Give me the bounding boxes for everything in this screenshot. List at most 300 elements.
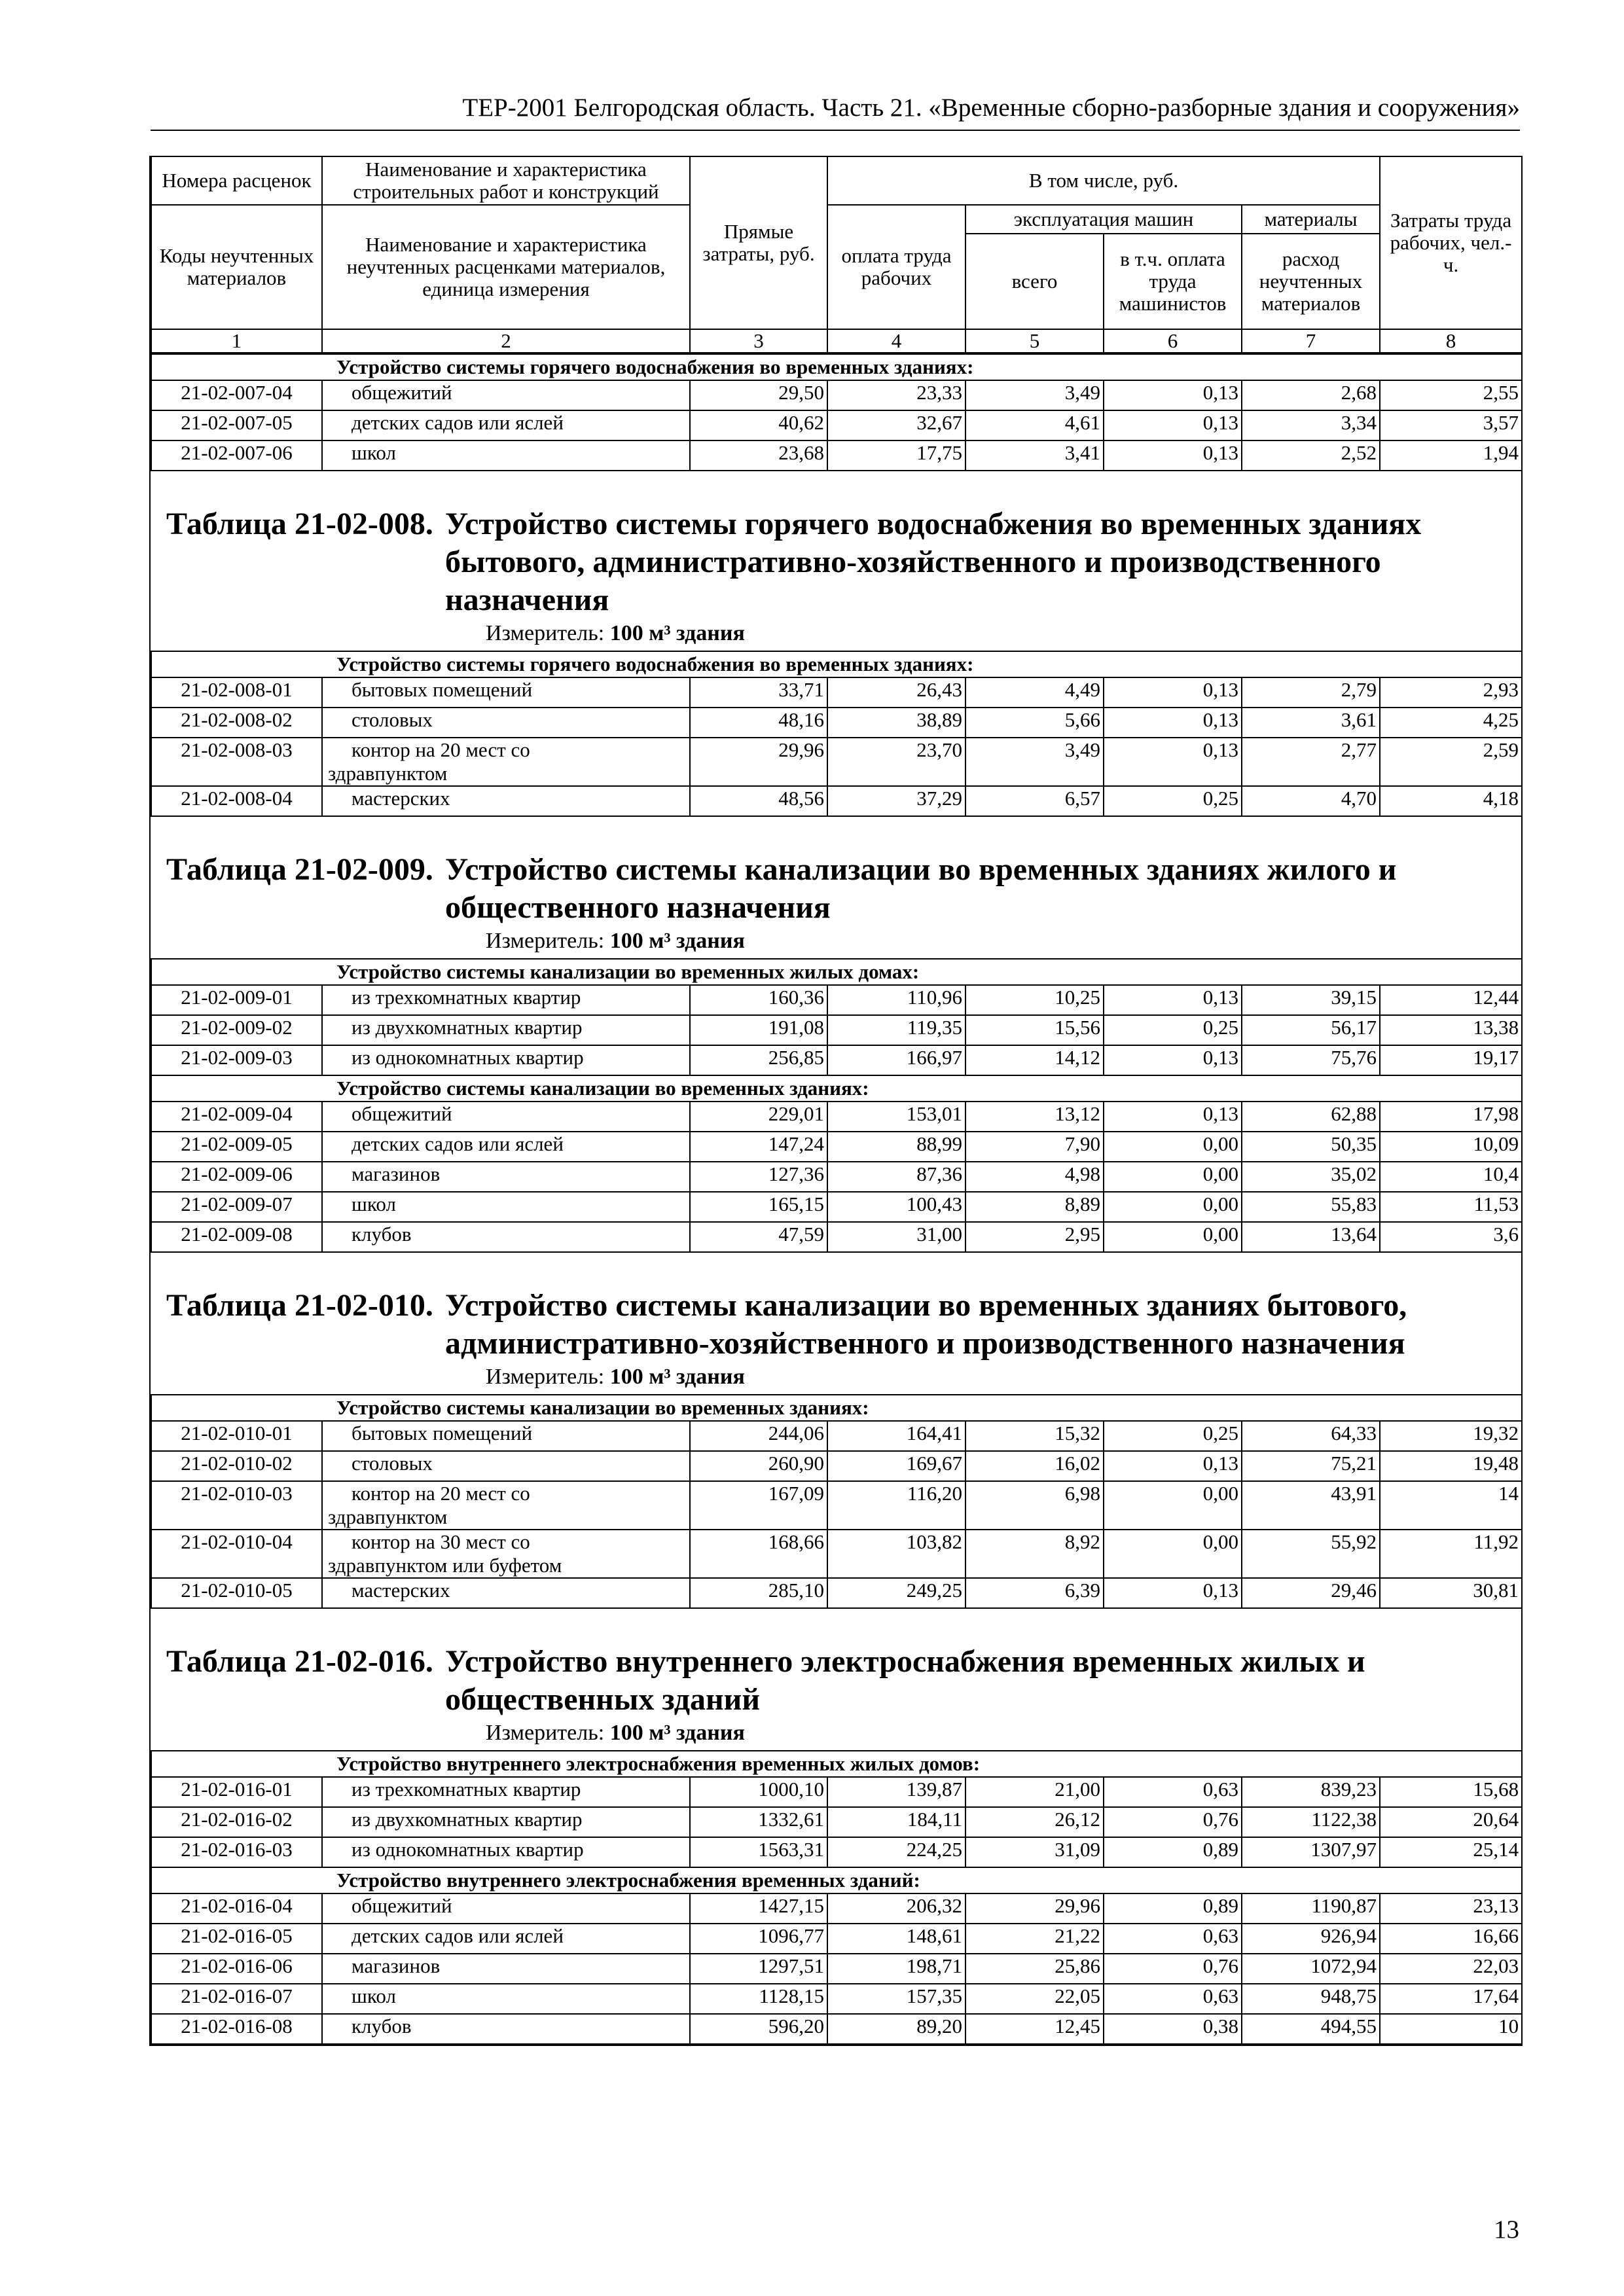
rate-value-c8: 14 xyxy=(1380,1481,1522,1530)
column-number: 3 xyxy=(690,329,827,353)
rate-value-c8: 25,14 xyxy=(1380,1837,1522,1867)
subsection-title: Устройство системы канализации во временных зданиях: xyxy=(151,1075,1522,1102)
table-title xyxy=(166,851,1521,927)
rate-value-c5: 25,86 xyxy=(965,1954,1104,1984)
rate-row xyxy=(151,2014,1522,2044)
subsection-title: Устройство системы горячего водоснабжения во временных зданиях: xyxy=(151,354,1522,380)
rate-value-c8: 15,68 xyxy=(1380,1777,1522,1807)
subsection-row xyxy=(151,651,1522,677)
rate-value-c7: 35,02 xyxy=(1242,1162,1380,1192)
rate-value-c8: 1,94 xyxy=(1380,440,1522,471)
rate-name: столовых xyxy=(322,708,690,738)
rate-name: школ xyxy=(322,1984,690,2014)
subsection-title: Устройство системы канализации во временных зданиях: xyxy=(151,1395,1522,1421)
rate-value-c6: 0,00 xyxy=(1104,1162,1242,1192)
col-name-header: Наименование и характеристика строительных работ и конструкций xyxy=(322,156,690,205)
rate-value-c4: 139,87 xyxy=(827,1777,965,1807)
rate-code: 21-02-010-04 xyxy=(151,1530,322,1578)
rate-value-c4: 31,00 xyxy=(827,1222,965,1252)
rate-value-c4: 37,29 xyxy=(827,786,965,816)
table-title-line: общественных зданий xyxy=(445,1682,760,1717)
rate-name: школ xyxy=(322,440,690,471)
rate-value-c4: 169,67 xyxy=(827,1451,965,1481)
rate-value-c8: 4,25 xyxy=(1380,708,1522,738)
rate-value-c3: 48,56 xyxy=(690,786,827,816)
rate-value-c5: 15,32 xyxy=(965,1421,1104,1451)
rate-code: 21-02-016-05 xyxy=(151,1924,322,1954)
rate-value-c8: 2,59 xyxy=(1380,738,1522,786)
rate-value-c8: 12,44 xyxy=(1380,985,1522,1015)
rate-value-c3: 260,90 xyxy=(690,1451,827,1481)
rate-value-c3: 191,08 xyxy=(690,1015,827,1045)
rate-value-c8: 2,93 xyxy=(1380,677,1522,708)
rate-value-c4: 32,67 xyxy=(827,410,965,440)
rate-value-c4: 148,61 xyxy=(827,1924,965,1954)
rate-row xyxy=(151,738,1522,786)
col-labor-hours-header: Затраты труда рабочих, чел.-ч. xyxy=(1380,156,1522,329)
rate-code: 21-02-007-06 xyxy=(151,440,322,471)
rate-value-c6: 0,13 xyxy=(1104,708,1242,738)
rate-row xyxy=(151,1192,1522,1222)
rate-name-line: контор на 20 мест со xyxy=(352,1482,530,1505)
rate-row xyxy=(151,1984,1522,2014)
subsection-row xyxy=(151,959,1522,985)
rate-value-c7: 3,61 xyxy=(1242,708,1380,738)
rate-code: 21-02-008-04 xyxy=(151,786,322,816)
measure-value: 100 м³ здания xyxy=(609,1365,745,1389)
rate-value-c6: 0,89 xyxy=(1104,1837,1242,1867)
rate-value-c5: 3,49 xyxy=(965,380,1104,410)
table-title-block xyxy=(151,1283,1521,1394)
rate-value-c5: 4,61 xyxy=(965,410,1104,440)
rate-value-c3: 33,71 xyxy=(690,677,827,708)
table-title-line: Устройство системы горячего водоснабжения во временных зданиях xyxy=(445,507,1422,541)
rate-value-c6: 0,00 xyxy=(1104,1222,1242,1252)
rates-table xyxy=(151,651,1523,817)
rate-value-c7: 50,35 xyxy=(1242,1132,1380,1162)
table-title-line: бытового, административно-хозяйственного и производственного xyxy=(445,545,1381,579)
rate-name: общежитий xyxy=(322,380,690,410)
rate-value-c6: 0,89 xyxy=(1104,1893,1242,1924)
rate-value-c6: 0,00 xyxy=(1104,1192,1242,1222)
rate-value-c5: 26,12 xyxy=(965,1807,1104,1837)
rate-value-c8: 20,64 xyxy=(1380,1807,1522,1837)
rate-value-c8: 10 xyxy=(1380,2014,1522,2044)
rate-code: 21-02-016-01 xyxy=(151,1777,322,1807)
rate-name: из двухкомнатных квартир xyxy=(322,1015,690,1045)
measure-unit xyxy=(166,927,1521,956)
rate-value-c3: 167,09 xyxy=(690,1481,827,1530)
rate-row xyxy=(151,380,1522,410)
rate-value-c3: 1000,10 xyxy=(690,1777,827,1807)
rate-name: клубов xyxy=(322,1222,690,1252)
rate-value-c4: 153,01 xyxy=(827,1102,965,1132)
rate-name-line: здравпунктом xyxy=(328,762,448,785)
rate-code: 21-02-016-08 xyxy=(151,2014,322,2044)
rate-value-c5: 22,05 xyxy=(965,1984,1104,2014)
rate-row xyxy=(151,1807,1522,1837)
rates-frame xyxy=(149,156,1523,2046)
rates-table xyxy=(151,353,1523,471)
section-gap xyxy=(151,471,1521,501)
col-worker-pay-header: оплата труда рабочих xyxy=(827,205,965,329)
rate-value-c7: 1072,94 xyxy=(1242,1954,1380,1984)
rate-code: 21-02-009-05 xyxy=(151,1132,322,1162)
rate-value-c8: 22,03 xyxy=(1380,1954,1522,1984)
rate-value-c6: 0,13 xyxy=(1104,1102,1242,1132)
rate-row xyxy=(151,1015,1522,1045)
rate-value-c7: 3,34 xyxy=(1242,410,1380,440)
rate-value-c4: 26,43 xyxy=(827,677,965,708)
rate-value-c4: 116,20 xyxy=(827,1481,965,1530)
rate-value-c4: 110,96 xyxy=(827,985,965,1015)
table-title-line: Устройство системы канализации во временных зданиях бытового, xyxy=(445,1288,1407,1323)
col-machines-total-header: всего xyxy=(965,234,1104,329)
subsection-title: Устройство внутреннего электроснабжения временных жилых домов: xyxy=(151,1751,1522,1777)
rate-value-c3: 285,10 xyxy=(690,1578,827,1608)
table-title-block xyxy=(151,847,1521,958)
rate-value-c7: 1307,97 xyxy=(1242,1837,1380,1867)
rate-value-c7: 75,76 xyxy=(1242,1045,1380,1075)
rate-value-c8: 2,55 xyxy=(1380,380,1522,410)
rate-name: из трехкомнатных квартир xyxy=(322,985,690,1015)
measure-label: Измеритель: xyxy=(486,929,605,953)
rate-value-c4: 88,99 xyxy=(827,1132,965,1162)
rate-value-c5: 16,02 xyxy=(965,1451,1104,1481)
rate-row xyxy=(151,1045,1522,1075)
header-rule xyxy=(151,130,1520,131)
rate-name: магазинов xyxy=(322,1162,690,1192)
table-title-block xyxy=(151,1639,1521,1750)
page-number: 13 xyxy=(1494,2215,1519,2244)
rate-name: детских садов или яслей xyxy=(322,1924,690,1954)
rate-code: 21-02-009-08 xyxy=(151,1222,322,1252)
rate-value-c8: 23,13 xyxy=(1380,1893,1522,1924)
rate-row xyxy=(151,1132,1522,1162)
col-machinists-pay-header: в т.ч. оплата труда машинистов xyxy=(1104,234,1242,329)
rate-value-c3: 596,20 xyxy=(690,2014,827,2044)
rate-value-c7: 56,17 xyxy=(1242,1015,1380,1045)
rate-value-c6: 0,25 xyxy=(1104,786,1242,816)
rate-value-c7: 2,79 xyxy=(1242,677,1380,708)
table-title xyxy=(166,1643,1521,1719)
rate-value-c4: 184,11 xyxy=(827,1807,965,1837)
rate-value-c3: 229,01 xyxy=(690,1102,827,1132)
table-title xyxy=(166,505,1521,619)
subsection-row xyxy=(151,1751,1522,1777)
rate-value-c5: 4,98 xyxy=(965,1162,1104,1192)
rate-name: из трехкомнатных квартир xyxy=(322,1777,690,1807)
col-machines-header: эксплуатация машин xyxy=(965,205,1242,234)
rate-value-c7: 4,70 xyxy=(1242,786,1380,816)
rate-value-c5: 10,25 xyxy=(965,985,1104,1015)
table-title-line: общественного назначения xyxy=(445,890,831,925)
rate-value-c4: 87,36 xyxy=(827,1162,965,1192)
rate-code: 21-02-010-01 xyxy=(151,1421,322,1451)
section-gap xyxy=(151,817,1521,847)
rate-value-c4: 100,43 xyxy=(827,1192,965,1222)
rate-row xyxy=(151,410,1522,440)
rate-value-c8: 10,4 xyxy=(1380,1162,1522,1192)
rate-value-c6: 0,00 xyxy=(1104,1530,1242,1578)
rate-code: 21-02-016-04 xyxy=(151,1893,322,1924)
rate-value-c6: 0,13 xyxy=(1104,1451,1242,1481)
column-number: 4 xyxy=(827,329,965,353)
rate-value-c6: 0,13 xyxy=(1104,738,1242,786)
column-header-table xyxy=(151,156,1523,353)
rate-row xyxy=(151,1954,1522,1984)
rate-value-c5: 15,56 xyxy=(965,1015,1104,1045)
rate-value-c6: 0,13 xyxy=(1104,410,1242,440)
rate-row xyxy=(151,1893,1522,1924)
table-title-line: Устройство системы канализации во временных зданиях жилого и xyxy=(445,852,1397,887)
subsection-title: Устройство системы канализации во временных жилых домах: xyxy=(151,959,1522,985)
rate-value-c3: 48,16 xyxy=(690,708,827,738)
rate-code: 21-02-010-03 xyxy=(151,1481,322,1530)
sections-container xyxy=(151,353,1521,2045)
subsection-title: Устройство системы горячего водоснабжения во временных зданиях: xyxy=(151,651,1522,677)
rate-value-c3: 168,66 xyxy=(690,1530,827,1578)
rate-value-c3: 29,50 xyxy=(690,380,827,410)
col-material-names-header: Наименование и характеристика неучтенных расценками материалов, единица измерения xyxy=(322,205,690,329)
rate-row xyxy=(151,1837,1522,1867)
table-title-line: административно-хозяйственного и производственного назначения xyxy=(445,1326,1405,1361)
subsection-row xyxy=(151,1867,1522,1893)
rate-row xyxy=(151,1924,1522,1954)
rate-value-c7: 2,77 xyxy=(1242,738,1380,786)
rate-value-c4: 164,41 xyxy=(827,1421,965,1451)
rate-code: 21-02-016-02 xyxy=(151,1807,322,1837)
rate-value-c7: 1122,38 xyxy=(1242,1807,1380,1837)
table-title-line: Устройство внутреннего электроснабжения временных жилых и xyxy=(445,1644,1365,1679)
rates-table xyxy=(151,1394,1523,1609)
rate-value-c6: 0,13 xyxy=(1104,985,1242,1015)
rate-name: из однокомнатных квартир xyxy=(322,1045,690,1075)
rate-name xyxy=(322,1481,690,1530)
rate-value-c6: 0,13 xyxy=(1104,1578,1242,1608)
rate-value-c3: 1096,77 xyxy=(690,1924,827,1954)
rate-value-c3: 47,59 xyxy=(690,1222,827,1252)
rate-value-c4: 17,75 xyxy=(827,440,965,471)
rate-value-c6: 0,76 xyxy=(1104,1954,1242,1984)
column-number: 6 xyxy=(1104,329,1242,353)
rate-name: мастерских xyxy=(322,786,690,816)
rate-value-c8: 16,66 xyxy=(1380,1924,1522,1954)
rate-value-c3: 147,24 xyxy=(690,1132,827,1162)
rate-value-c4: 89,20 xyxy=(827,2014,965,2044)
rate-name: детских садов или яслей xyxy=(322,1132,690,1162)
rate-value-c7: 2,52 xyxy=(1242,440,1380,471)
rate-code: 21-02-016-06 xyxy=(151,1954,322,1984)
rate-value-c6: 0,00 xyxy=(1104,1481,1242,1530)
rate-row xyxy=(151,1530,1522,1578)
rate-value-c8: 19,17 xyxy=(1380,1045,1522,1075)
rate-name: общежитий xyxy=(322,1102,690,1132)
rate-value-c8: 17,98 xyxy=(1380,1102,1522,1132)
rate-value-c7: 55,92 xyxy=(1242,1530,1380,1578)
rate-value-c5: 13,12 xyxy=(965,1102,1104,1132)
subsection-row xyxy=(151,1075,1522,1102)
rates-table xyxy=(151,1750,1523,2045)
section-gap xyxy=(151,1609,1521,1639)
rate-value-c8: 30,81 xyxy=(1380,1578,1522,1608)
table-number: Таблица 21-02-008. xyxy=(166,507,433,541)
rate-row xyxy=(151,985,1522,1015)
rate-value-c7: 926,94 xyxy=(1242,1924,1380,1954)
rate-name: мастерских xyxy=(322,1578,690,1608)
rate-code: 21-02-009-02 xyxy=(151,1015,322,1045)
rate-code: 21-02-016-07 xyxy=(151,1984,322,2014)
rate-value-c7: 75,21 xyxy=(1242,1451,1380,1481)
rate-name-line: контор на 20 мест со xyxy=(352,738,530,761)
column-number: 5 xyxy=(965,329,1104,353)
rate-row xyxy=(151,708,1522,738)
rate-value-c7: 494,55 xyxy=(1242,2014,1380,2044)
measure-value: 100 м³ здания xyxy=(609,929,745,953)
rate-value-c5: 8,92 xyxy=(965,1530,1104,1578)
running-header: ТЕР-2001 Белгородская область. Часть 21. «Временные сборно-разборные здания и сооружения» xyxy=(462,94,1520,122)
rate-value-c8: 10,09 xyxy=(1380,1132,1522,1162)
rate-value-c3: 127,36 xyxy=(690,1162,827,1192)
rate-value-c7: 55,83 xyxy=(1242,1192,1380,1222)
rate-code: 21-02-007-05 xyxy=(151,410,322,440)
rate-value-c7: 62,88 xyxy=(1242,1102,1380,1132)
rate-value-c4: 23,33 xyxy=(827,380,965,410)
measure-label: Измеритель: xyxy=(486,621,605,645)
rate-value-c5: 6,57 xyxy=(965,786,1104,816)
rate-value-c5: 3,41 xyxy=(965,440,1104,471)
measure-value: 100 м³ здания xyxy=(609,621,745,645)
rate-value-c8: 11,92 xyxy=(1380,1530,1522,1578)
rate-name: клубов xyxy=(322,2014,690,2044)
rate-value-c5: 31,09 xyxy=(965,1837,1104,1867)
table-number: Таблица 21-02-016. xyxy=(166,1644,433,1679)
rate-row xyxy=(151,1451,1522,1481)
rate-value-c4: 38,89 xyxy=(827,708,965,738)
rate-value-c3: 1563,31 xyxy=(690,1837,827,1867)
rate-value-c7: 29,46 xyxy=(1242,1578,1380,1608)
section-gap xyxy=(151,1253,1521,1283)
rate-value-c7: 39,15 xyxy=(1242,985,1380,1015)
rate-code: 21-02-010-02 xyxy=(151,1451,322,1481)
rate-value-c7: 948,75 xyxy=(1242,1984,1380,2014)
rate-value-c4: 249,25 xyxy=(827,1578,965,1608)
rate-value-c3: 244,06 xyxy=(690,1421,827,1451)
rate-code: 21-02-008-01 xyxy=(151,677,322,708)
rate-name: столовых xyxy=(322,1451,690,1481)
rate-row xyxy=(151,440,1522,471)
rate-value-c8: 19,32 xyxy=(1380,1421,1522,1451)
rate-row xyxy=(151,1421,1522,1451)
rate-name: магазинов xyxy=(322,1954,690,1984)
rate-code: 21-02-007-04 xyxy=(151,380,322,410)
column-number: 8 xyxy=(1380,329,1522,353)
rate-name: бытовых помещений xyxy=(322,1421,690,1451)
col-direct-costs-header: Прямые затраты, руб. xyxy=(690,156,827,329)
rate-value-c6: 0,13 xyxy=(1104,677,1242,708)
column-number: 7 xyxy=(1242,329,1380,353)
rate-value-c3: 160,36 xyxy=(690,985,827,1015)
rate-code: 21-02-008-03 xyxy=(151,738,322,786)
rate-name: бытовых помещений xyxy=(322,677,690,708)
rate-name xyxy=(322,1530,690,1578)
rate-name: из однокомнатных квартир xyxy=(322,1837,690,1867)
rate-value-c4: 157,35 xyxy=(827,1984,965,2014)
col-codes-header: Номера расценок xyxy=(151,156,322,205)
rate-row xyxy=(151,1162,1522,1192)
rate-code: 21-02-009-01 xyxy=(151,985,322,1015)
rate-row xyxy=(151,1481,1522,1530)
rate-value-c4: 224,25 xyxy=(827,1837,965,1867)
rate-row xyxy=(151,1222,1522,1252)
table-title-line: назначения xyxy=(445,583,609,617)
rates-table xyxy=(151,958,1523,1253)
rate-value-c5: 5,66 xyxy=(965,708,1104,738)
rate-value-c5: 2,95 xyxy=(965,1222,1104,1252)
rate-value-c7: 13,64 xyxy=(1242,1222,1380,1252)
measure-unit xyxy=(166,619,1521,648)
column-number: 2 xyxy=(322,329,690,353)
rate-value-c5: 29,96 xyxy=(965,1893,1104,1924)
rate-value-c3: 23,68 xyxy=(690,440,827,471)
measure-label: Измеритель: xyxy=(486,1365,605,1389)
rate-row xyxy=(151,1578,1522,1608)
rate-value-c5: 8,89 xyxy=(965,1192,1104,1222)
rate-value-c3: 1128,15 xyxy=(690,1984,827,2014)
table-number: Таблица 21-02-009. xyxy=(166,852,433,887)
column-number: 1 xyxy=(151,329,322,353)
rate-value-c4: 166,97 xyxy=(827,1045,965,1075)
rate-value-c5: 21,22 xyxy=(965,1924,1104,1954)
rate-value-c6: 0,63 xyxy=(1104,1924,1242,1954)
measure-label: Измеритель: xyxy=(486,1721,605,1745)
rate-name: детских садов или яслей xyxy=(322,410,690,440)
measure-value: 100 м³ здания xyxy=(609,1721,745,1745)
rate-value-c3: 256,85 xyxy=(690,1045,827,1075)
rate-value-c8: 3,6 xyxy=(1380,1222,1522,1252)
rate-row xyxy=(151,1777,1522,1807)
table-title xyxy=(166,1287,1521,1363)
rate-value-c3: 40,62 xyxy=(690,410,827,440)
rate-value-c3: 1297,51 xyxy=(690,1954,827,1984)
rate-value-c7: 839,23 xyxy=(1242,1777,1380,1807)
rate-value-c4: 119,35 xyxy=(827,1015,965,1045)
subsection-row xyxy=(151,1395,1522,1421)
rate-value-c6: 0,13 xyxy=(1104,440,1242,471)
rate-value-c6: 0,13 xyxy=(1104,1045,1242,1075)
measure-unit xyxy=(166,1363,1521,1391)
rate-value-c6: 0,00 xyxy=(1104,1132,1242,1162)
subsection-title: Устройство внутреннего электроснабжения временных зданий: xyxy=(151,1867,1522,1893)
rate-value-c4: 206,32 xyxy=(827,1893,965,1924)
rate-value-c8: 3,57 xyxy=(1380,410,1522,440)
rate-code: 21-02-009-06 xyxy=(151,1162,322,1192)
rate-value-c8: 4,18 xyxy=(1380,786,1522,816)
rate-name-line: здравпунктом xyxy=(328,1505,448,1528)
rate-value-c6: 0,76 xyxy=(1104,1807,1242,1837)
rate-value-c8: 19,48 xyxy=(1380,1451,1522,1481)
table-title-block xyxy=(151,501,1521,651)
rate-value-c5: 4,49 xyxy=(965,677,1104,708)
rate-value-c4: 198,71 xyxy=(827,1954,965,1984)
col-group-header: В том числе, руб. xyxy=(827,156,1380,205)
rate-code: 21-02-008-02 xyxy=(151,708,322,738)
rate-value-c4: 103,82 xyxy=(827,1530,965,1578)
col-materials-header: материалы xyxy=(1242,205,1380,234)
subsection-row xyxy=(151,354,1522,380)
rate-value-c6: 0,13 xyxy=(1104,380,1242,410)
rate-value-c3: 165,15 xyxy=(690,1192,827,1222)
